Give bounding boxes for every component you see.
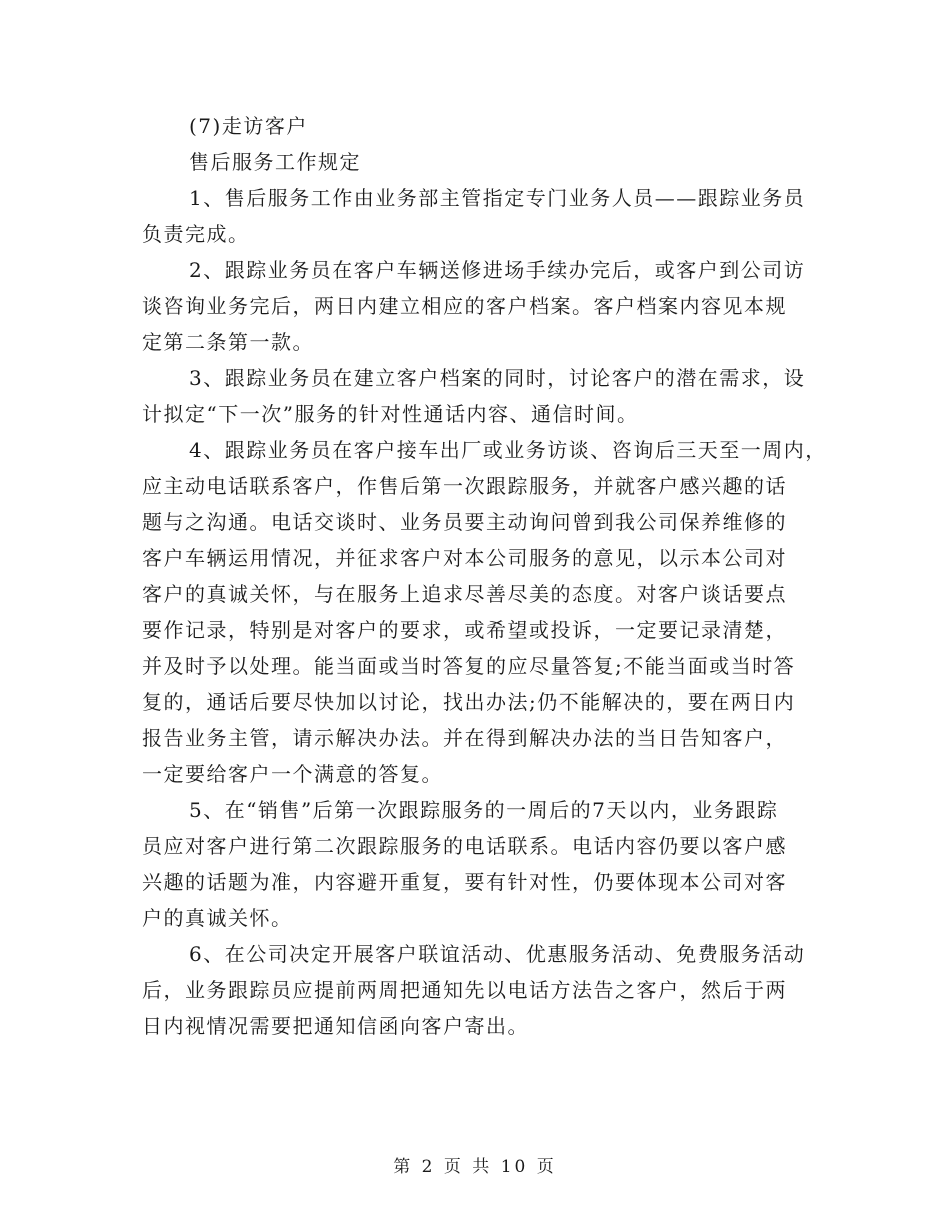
paragraph-line: 题与之沟通。电话交谈时、业务员要主动询问曾到我公司保养维修的 [142,510,787,534]
paragraph [142,360,822,432]
paragraph-line: 负责完成。 [142,222,250,246]
section-title: 售后服务工作规定 [189,150,361,174]
paragraph-line: 报告业务主管，请示解决办法。并在得到解决办法的当日告知客户， [142,726,787,750]
paragraph-line: 员应对客户进行第二次跟踪服务的电话联系。电话内容仍要以客户感 [142,834,787,858]
paragraph [142,792,822,936]
paragraph [142,936,822,1044]
paragraph-line: 并及时予以处理。能当面或当时答复的应尽量答复;不能当面或当时答 [142,654,796,678]
paragraph-line: 计拟定“下一次”服务的针对性通话内容、通信时间。 [142,402,639,426]
paragraph-line: 复的，通话后要尽快加以讨论，找出办法;仍不能解决的，要在两日内 [142,690,796,714]
paragraph-line: 谈咨询业务完后，两日内建立相应的客户档案。客户档案内容见本规 [142,294,787,318]
paragraph-line: 客户车辆运用情况，并征求客户对本公司服务的意见，以示本公司对 [142,546,787,570]
paragraph [142,432,827,792]
paragraph-list [142,180,827,1044]
page-number-footer: 第 2 页 共 10 页 [393,1157,557,1177]
paragraph [142,180,822,252]
paragraph-line: 要作记录，特别是对客户的要求，或希望或投诉，一定要记录清楚， [142,618,787,642]
paragraph-line: 户的真诚关怀。 [142,906,293,930]
paragraph-line: 2、跟踪业务员在客户车辆送修进场手续办完后，或客户到公司访 [189,258,806,282]
paragraph-line: 客户的真诚关怀，与在服务上追求尽善尽美的态度。对客户谈话要点 [142,582,787,606]
document-body [142,108,827,1044]
list-item-heading: (7)走访客户 [189,114,308,138]
paragraph-line: 后，业务跟踪员应提前两周把通知先以电话方法告之客户，然后于两 [142,978,787,1002]
paragraph-line: 4、跟踪业务员在客户接车出厂或业务访谈、咨询后三天至一周内， [189,438,827,462]
paragraph-line: 5、在“销售”后第一次跟踪服务的一周后的7天以内，业务跟踪 [189,798,779,822]
paragraph-line: 6、在公司决定开展客户联谊活动、优惠服务活动、免费服务活动 [189,942,806,966]
paragraph-line: 应主动电话联系客户，作售后第一次跟踪服务，并就客户感兴趣的话 [142,474,787,498]
paragraph-line: 一定要给客户一个满意的答复。 [142,762,443,786]
paragraph-line: 定第二条第一款。 [142,330,314,354]
paragraph-line: 1、售后服务工作由业务部主管指定专门业务人员——跟踪业务员 [189,186,806,210]
paragraph-line: 日内视情况需要把通知信函向客户寄出。 [142,1014,529,1038]
paragraph-line: 兴趣的话题为准，内容避开重复，要有针对性，仍要体现本公司对客 [142,870,787,894]
paragraph [142,252,822,360]
paragraph-line: 3、跟踪业务员在建立客户档案的同时，讨论客户的潜在需求，设 [189,366,806,390]
